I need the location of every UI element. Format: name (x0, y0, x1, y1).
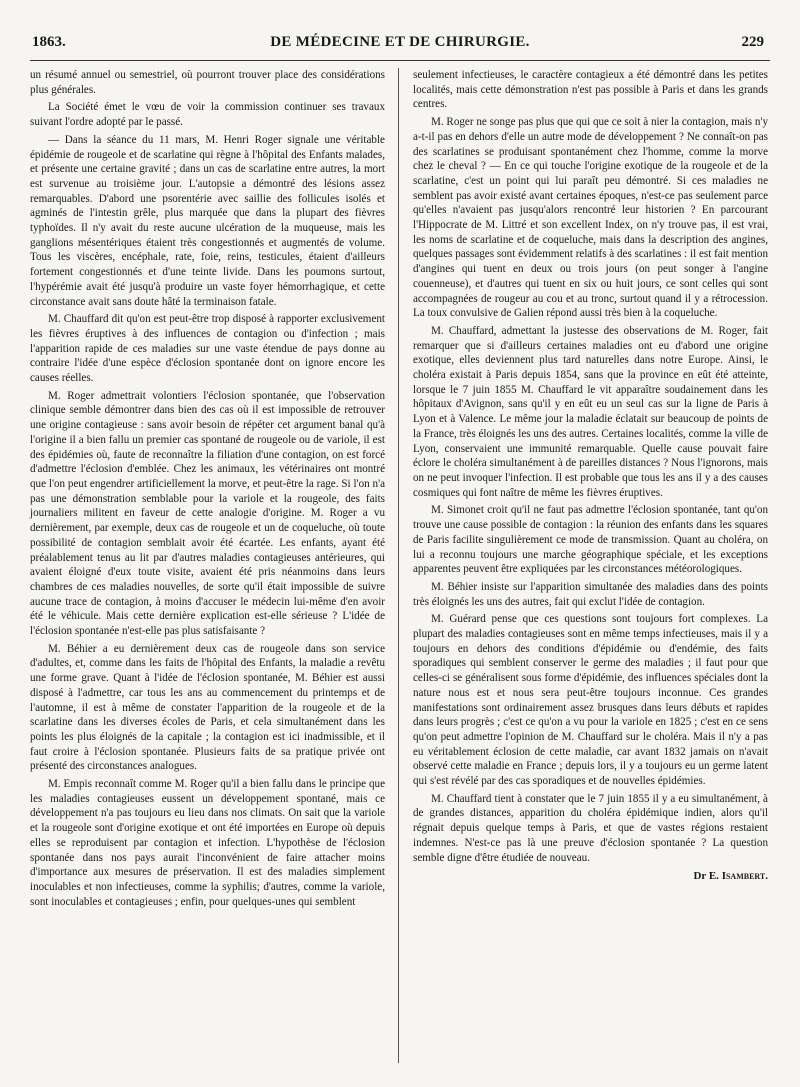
paragraph: M. Roger ne songe pas plus que qui que ce soit à nier la contagion, mais n'y a-t-il pas en dehors d'elle un autre mode de développement ? Ne connaît-on pas des scarlatines se produisant spontanément chez l'homme, comme la morve chez le cheval ? — En ce qui touche l'origine exotique de la rougeole et de la scarlatine, c'est un point qui lui paraît peu démontré. Si ces maladies ne semblent pas avoir existé avant certaines époques, n'est-ce pas seulement parce qu'elles n'avaient pas jusqu'alors rencontré leur historien ? En parcourant l'Hippocrate de M. Littré et son excellent Index, on n'y trouve pas, il est vrai, les noms de scarlatine et de coqueluche, mais dans la description des angines, quelques passages sont évidemment relatifs à des scarlatines : il est fait mention d'angines qui tuent en deux ou trois jours (on peut songer à l'angine couenneuse), et d'autres qui tuent en six ou huit jours, ce sont celles qui sont accompagnées de rougeur au cou et au tronc, surtout quand il y a rétrocession. La toux convulsive de Galien répond aussi très bien à la coqueluche. (413, 116, 768, 320)
header-rule (30, 60, 770, 61)
paragraph: M. Empis reconnaît comme M. Roger qu'il a bien fallu dans le principe que les maladies contagieuses eussent un développement spontané, mais ce développement n'a pas toujours eu lieu dans nos climats. On sait que la variole et la rougeole sont d'origine exotique et ont été importées en Europe où depuis elles se reproduisent par contagion et infection. L'hypothèse de l'éclosion spontanée dans nos pays aurait l'inconvénient de faire attacher moins d'importance aux mesures de préservation. Il est des maladies simplement inoculables et non infectieuses, comme la syphilis; d'autres, comme la variole, sont inoculables et contagieuses ; enfin, pour quelques-unes qui semblent (30, 778, 385, 908)
paragraph: M. Simonet croit qu'il ne faut pas admettre l'éclosion spontanée, tant qu'on trouve une cause possible de contagion : la réunion des enfants dans les squares de Paris facilite singulièrement ce mode de transmission. Quant au choléra, on lui a reconnu toujours une marche géographique spéciale, et les exceptions apparentes peuvent être expliquées par les circonstances météorologiques. (413, 504, 768, 576)
paragraph: un résumé annuel ou semestriel, où pourront trouver place des considérations plus générales. (30, 69, 385, 96)
paragraph: M. Béhier a eu dernièrement deux cas de rougeole dans son service d'adultes, et, comme dans les faits de l'hôpital des Enfants, la maladie a revêtu une forme grave. Quant à l'idée de l'éclosion spontanée, M. Béhier est aussi disposé à l'admettre, car tous les ans au commencement du printemps et de l'automne, il est à même de constater l'apparition de la rougeole et de la scarlatine dans les diverses écoles de Paris, et cela simultanément dans les points les plus éloignés de la capitale ; la contagion est ici inadmissible, et il faut croire à l'éclosion spontanée. Plusieurs faits de sa pratique privée ont présenté des circonstances analogues. (30, 642, 385, 773)
left-column (30, 68, 385, 912)
column-divider (398, 68, 399, 1063)
paragraph: M. Béhier insiste sur l'apparition simultanée des maladies dans des points très éloignés les uns des autres, fait qui exclut l'idée de contagion. (413, 580, 768, 608)
signature (413, 869, 768, 884)
right-column (413, 68, 768, 884)
paragraph: seulement infectieuses, le caractère contagieux a été démontré dans les petites localités, mais cette démonstration n'est pas possible à Paris et dans les grands centres. (413, 69, 768, 111)
paragraph: M. Chauffard, admettant la justesse des observations de M. Roger, fait remarquer que si d'ailleurs certaines maladies ont eu d'abord une origine exotique, elles deviennent plus tard naturelles dans notre Europe. Ainsi, le choléra existait à Paris depuis 1854, sans que la province en eût été atteinte, lorsque le 7 juin 1855 M. Chauffard le vit apparaître soudainement dans les hôpitaux d'Avignon, sans qu'il y en eût eu un seul cas sur la ligne de Paris à Lyon et à Valence. Le même jour la maladie éclatait sur beaucoup de points de la France, très éloignés les uns des autres. Certaines localités, comme la ville de Lyon, conservaient une immunité remarquable. Quelle cause pouvait faire éclore le choléra simultanément à de pareilles distances ? Nous l'ignorons, mais on ne peut invoquer l'infection. Il est probable que tous les ans il y a des causes cosmiques qui font naître de même les fièvres éruptives. (413, 324, 768, 499)
header-year: 1863. (32, 34, 66, 50)
header-title: DE MÉDECINE ET DE CHIRURGIE. (270, 34, 530, 50)
paragraph: — Dans la séance du 11 mars, M. Henri Roger signale une véritable épidémie de rougeole et de scarlatine qui règne à l'hôpital des Enfants malades, et présente une certaine gravité ; dans un cas de scarlatine entre autres, la mort est survenue au troisième jour. L'autopsie a démontré des lésions assez remarquables. D'abord une psorentérie avec saillie des follicules isolés et agminés de l'intestin grêle, plus marquée que dans la plupart des fièvres typhoïdes. Il n'y avait du reste aucune ulcération de la muqueuse, mais les ganglions mésentériques étaient très congestionnés et augmentés de volume. Tous les viscères, encéphale, rate, foie, reins, testicules, étaient d'ailleurs fortement congestionnés et d'une teinte livide. Dans les poumons surtout, l'hypérémie avait été jusqu'à produire un vaste foyer hémorrhagique, et cette circonstance avait sans doute hâté la terminaison fatale. (30, 133, 385, 308)
signature-name: Isambert. (721, 870, 768, 883)
paragraph: M. Guérard pense que ces questions sont toujours fort complexes. La plupart des maladies contagieuses sont en même temps infectieuses, mais il y a toujours en dehors des conditions d'épidémie ou d'endémie, des faits sporadiques qui semblent conserver le germe des maladies ; il faut pour que celles-ci se généralisent sous forme d'épidémie, des influences spéciales dont la nature nous est et nous sera peut-être toujours inconnue. Ces grandes manifestations sont ordinairement assez brusques dans leurs débuts et rapides dans leurs progrès ; c'est ce qu'on a vu pour la variole en 1825 ; c'est en ce sens qu'on peut admettre l'opinion de M. Chauffard sur le choléra. Mais il n'y a pas eu véritablement éclosion de cette maladie, car avant 1832 jamais on n'avait observé cette maladie en France ; depuis lors, il y a toujours eu un germe latent qui s'est révélé par des cas sporadiques et de nouvelles épidémies. (413, 613, 768, 788)
paragraph: La Société émet le vœu de voir la commission continuer ses travaux suivant l'ordre adopté par le passé. (30, 101, 385, 129)
paragraph: M. Chauffard dit qu'on est peut-être trop disposé à rapporter exclusivement les fièvres éruptives à des influences de contagion ou d'infection ; mais l'apparition rapide de ces maladies sur une vaste étendue de pays donne au contraire l'idée d'une espèce d'éclosion spontanée dont on ignore encore les causes réelles. (30, 313, 385, 385)
page-number: 229 (741, 34, 764, 50)
paragraph: M. Chauffard tient à constater que le 7 juin 1855 il y a eu simultanément, à de grandes distances, apparition du choléra épidémique indien, alors qu'il régnait depuis quelque temps à Paris, et que de vastes régions restaient indemnes. N'est-ce pas là une preuve d'éclosion spontanée ? La question semble digne d'être étudiée de nouveau. (413, 792, 768, 864)
signature-prefix: Dr E. (693, 870, 719, 883)
paragraph: M. Roger admettrait volontiers l'éclosion spontanée, que l'observation clinique semble démontrer dans bien des cas où il est impossible de retrouver une origine contagieuse : sans avoir besoin de répéter cet argument banal qu'à l'origine il a bien fallu un premier cas spontané de rougeole ou de variole, il est des épidémies où, faute de reconnaître la filiation d'une contagion, on est forcé d'admettre l'éclosion d'emblée. Chez les animaux, les vétérinaires ont montré que l'on peut engendrer artificiellement la morve, et peut-être la rage. Si l'on n'a pas une démonstration semblable pour la variole et la rougeole, des faits journaliers militent en faveur de cette analogie d'origine. M. Roger a vu dernièrement, par exemple, deux cas de rougeole et un de coqueluche, où toute possibilité de contagion semblait avoir été écartée. Les enfants, ayant été préalablement tenus au lit par d'autres maladies contagieuses antérieures, qui avaient éloigné d'eux toute visite, avaient été pris néanmoins dans leurs chambres de ces maladies nouvelles, de sorte qu'il était impossible de suivre aucune trace de contagion, à moins d'accuser le médecin lui-même d'en avoir été le véhicule. Mais cette dernière explication est-elle sérieuse ? L'idée de l'éclosion spontanée n'est-elle pas plus satisfaisante ? (30, 389, 385, 638)
page-header (30, 34, 770, 56)
